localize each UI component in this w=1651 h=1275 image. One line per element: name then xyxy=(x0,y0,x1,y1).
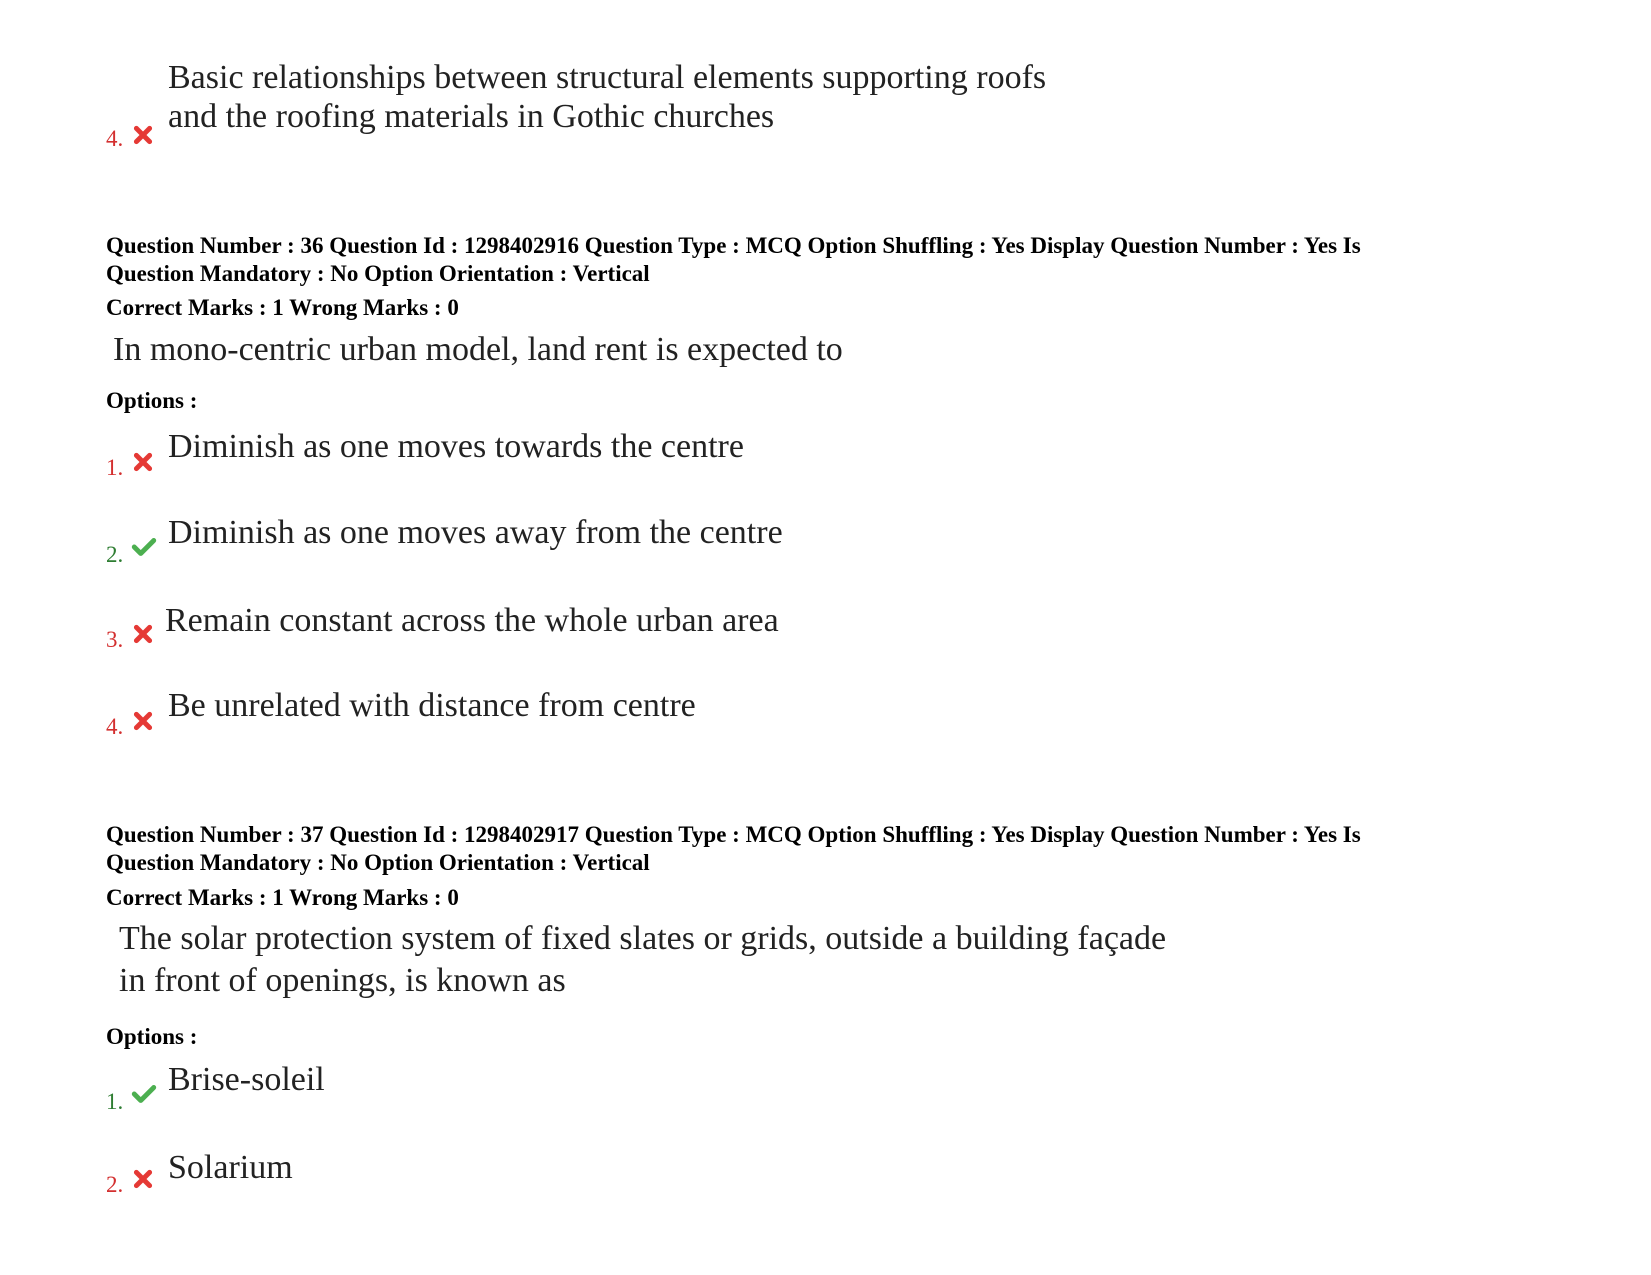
option-text: Brise-soleil xyxy=(168,1061,325,1098)
marks-line: Correct Marks : 1 Wrong Marks : 0 xyxy=(106,295,459,320)
option-text-line: Basic relationships between structural elements supporting roofs xyxy=(168,59,1047,96)
question-meta-line: Question Mandatory : No Option Orientation : Vertical xyxy=(106,850,650,875)
question-meta-line: Question Number : 36 Question Id : 1298402916 Question Type : MCQ Option Shuffling : Yes Display Question Number : Yes Is xyxy=(106,233,1361,258)
question-meta-line: Question Number : 37 Question Id : 1298402917 Question Type : MCQ Option Shuffling : Yes Display Question Number : Yes Is xyxy=(106,822,1361,847)
question-text xyxy=(113,329,843,371)
check-icon xyxy=(131,536,157,558)
question-text-line: In mono-centric urban model, land rent is expected to xyxy=(113,331,843,368)
question-meta-line: Question Mandatory : No Option Orientation : Vertical xyxy=(106,261,650,286)
option-number: 2. xyxy=(106,542,124,567)
option-text: Solarium xyxy=(168,1149,293,1186)
option-text: Diminish as one moves towards the centre xyxy=(168,428,744,465)
option-number: 3. xyxy=(106,627,124,652)
option-text: Remain constant across the whole urban area xyxy=(165,602,779,639)
option-number: 1. xyxy=(106,1089,124,1114)
question-text xyxy=(119,918,1166,1002)
question-meta xyxy=(106,821,1526,877)
option-4-text xyxy=(168,58,1046,136)
option-text: Be unrelated with distance from centre xyxy=(168,687,696,724)
cross-icon xyxy=(132,1168,154,1190)
options-label: Options : xyxy=(106,1024,198,1049)
option-number: 2. xyxy=(106,1172,124,1197)
check-icon xyxy=(131,1083,157,1105)
cross-icon xyxy=(132,710,154,732)
question-text-line: The solar protection system of fixed slates or grids, outside a building façade xyxy=(119,920,1167,957)
cross-icon xyxy=(132,124,154,146)
option-number: 4. xyxy=(106,126,124,151)
question-meta xyxy=(106,232,1526,288)
option-number: 4. xyxy=(106,714,124,739)
question-text-line: in front of openings, is known as xyxy=(119,962,566,999)
option-text: Diminish as one moves away from the centre xyxy=(168,514,783,551)
options-label: Options : xyxy=(106,388,198,413)
option-text-line: and the roofing materials in Gothic churches xyxy=(168,98,775,135)
cross-icon xyxy=(132,451,154,473)
option-number: 1. xyxy=(106,455,124,480)
cross-icon xyxy=(132,623,154,645)
marks-line: Correct Marks : 1 Wrong Marks : 0 xyxy=(106,885,459,910)
